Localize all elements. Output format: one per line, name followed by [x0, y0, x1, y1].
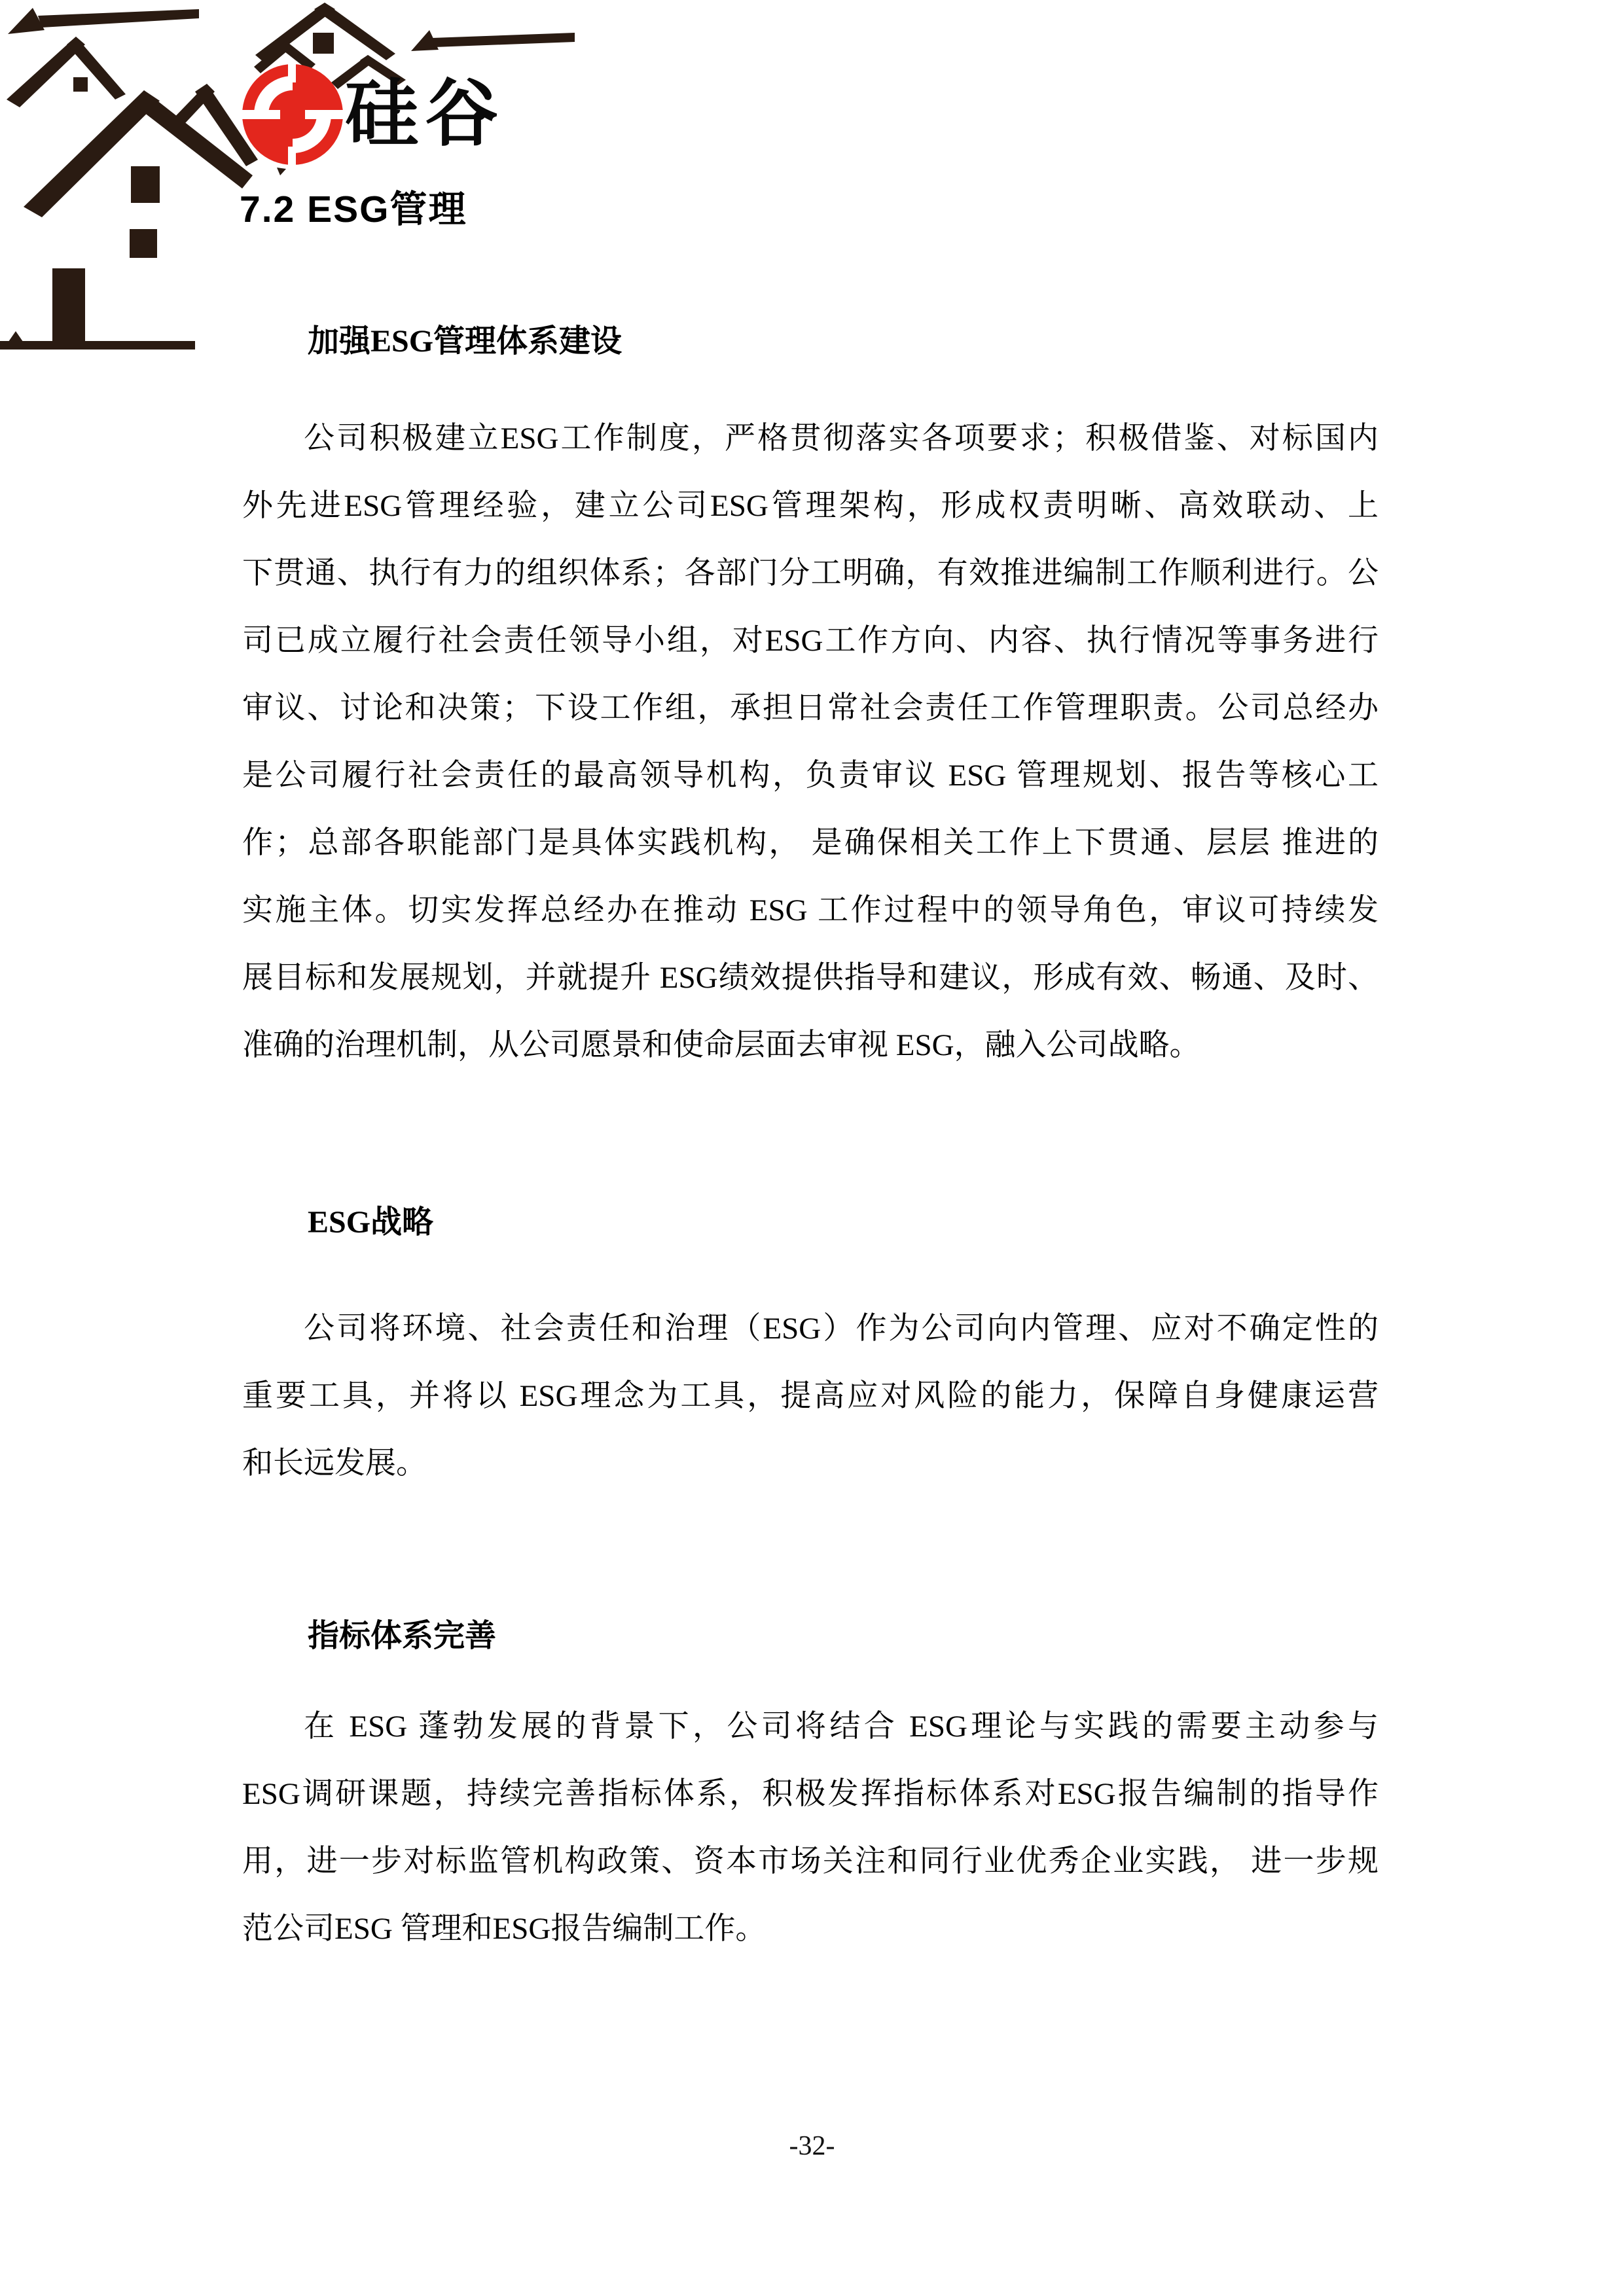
text-line: 实施主体。切实发挥总经办在推动 ESG 工作过程中的领导角色，审议可持续发 — [242, 893, 1379, 927]
text-line: ESG调研课题，持续完善指标体系，积极发挥指标体系对ESG报告编制的指导作 — [242, 1777, 1379, 1811]
text-line: 和长远发展。 — [242, 1446, 427, 1480]
text-line: 司已成立履行社会责任领导小组，对ESG工作方向、内容、执行情况等事务进行 — [242, 624, 1379, 658]
text-line: 外先进ESG管理经验，建立公司ESG管理架构，形成权责明晰、高效联动、上 — [242, 489, 1379, 523]
text-line: 在 ESG 蓬勃发展的背景下，公司将结合 ESG理论与实践的需要主动参与 — [304, 1710, 1379, 1744]
text-line: 重要工具，并将以 ESG理念为工具，提高应对风险的能力，保障自身健康运营 — [242, 1379, 1379, 1413]
text-line: 是公司履行社会责任的最高领导机构，负责审议 ESG 管理规划、报告等核心工 — [242, 759, 1379, 793]
page-title: 7.2 ESG管理 — [240, 188, 467, 230]
subsection-heading-indicator-system: 指标体系完善 — [308, 1619, 497, 1653]
text-line: 下贯通、执行有力的组织体系；各部门分工明确，有效推进编制工作顺利进行。公 — [242, 556, 1379, 590]
text-line: 准确的治理机制，从公司愿景和使命层面去审视 ESG，融入公司战略。 — [242, 1028, 1200, 1062]
text-line: 公司将环境、社会责任和治理（ESG）作为公司向内管理、应对不确定性的 — [304, 1312, 1379, 1346]
brand-name: 硅谷 — [345, 73, 505, 154]
page-number: -32- — [789, 2131, 835, 2161]
text-line: 用，进一步对标监管机构政策、资本市场关注和同行业优秀企业实践， 进一步规 — [242, 1844, 1379, 1878]
text-line: 作；总部各职能部门是具体实践机构， 是确保相关工作上下贯通、层层 推进的 — [242, 826, 1379, 860]
brand-s-emblem-icon — [242, 64, 343, 165]
subsection-heading-esg-system: 加强ESG管理体系建设 — [308, 324, 623, 359]
text-line: 公司积极建立ESG工作制度，严格贯彻落实各项要求；积极借鉴、对标国内 — [304, 422, 1379, 456]
subsection-heading-esg-strategy: ESG战略 — [308, 1205, 434, 1240]
text-line: 范公司ESG 管理和ESG报告编制工作。 — [242, 1912, 767, 1946]
text-line: 审议、讨论和决策；下设工作组，承担日常社会责任工作管理职责。公司总经办 — [242, 691, 1379, 725]
paragraph-esg-system — [242, 405, 1379, 1079]
logo-rooftops-icon — [0, 0, 596, 367]
paragraph-indicator-system — [242, 1693, 1379, 1963]
text-line: 展目标和发展规划，并就提升 ESG绩效提供指导和建议，形成有效、畅通、及时、 — [242, 961, 1379, 995]
paragraph-esg-strategy — [242, 1295, 1379, 1498]
